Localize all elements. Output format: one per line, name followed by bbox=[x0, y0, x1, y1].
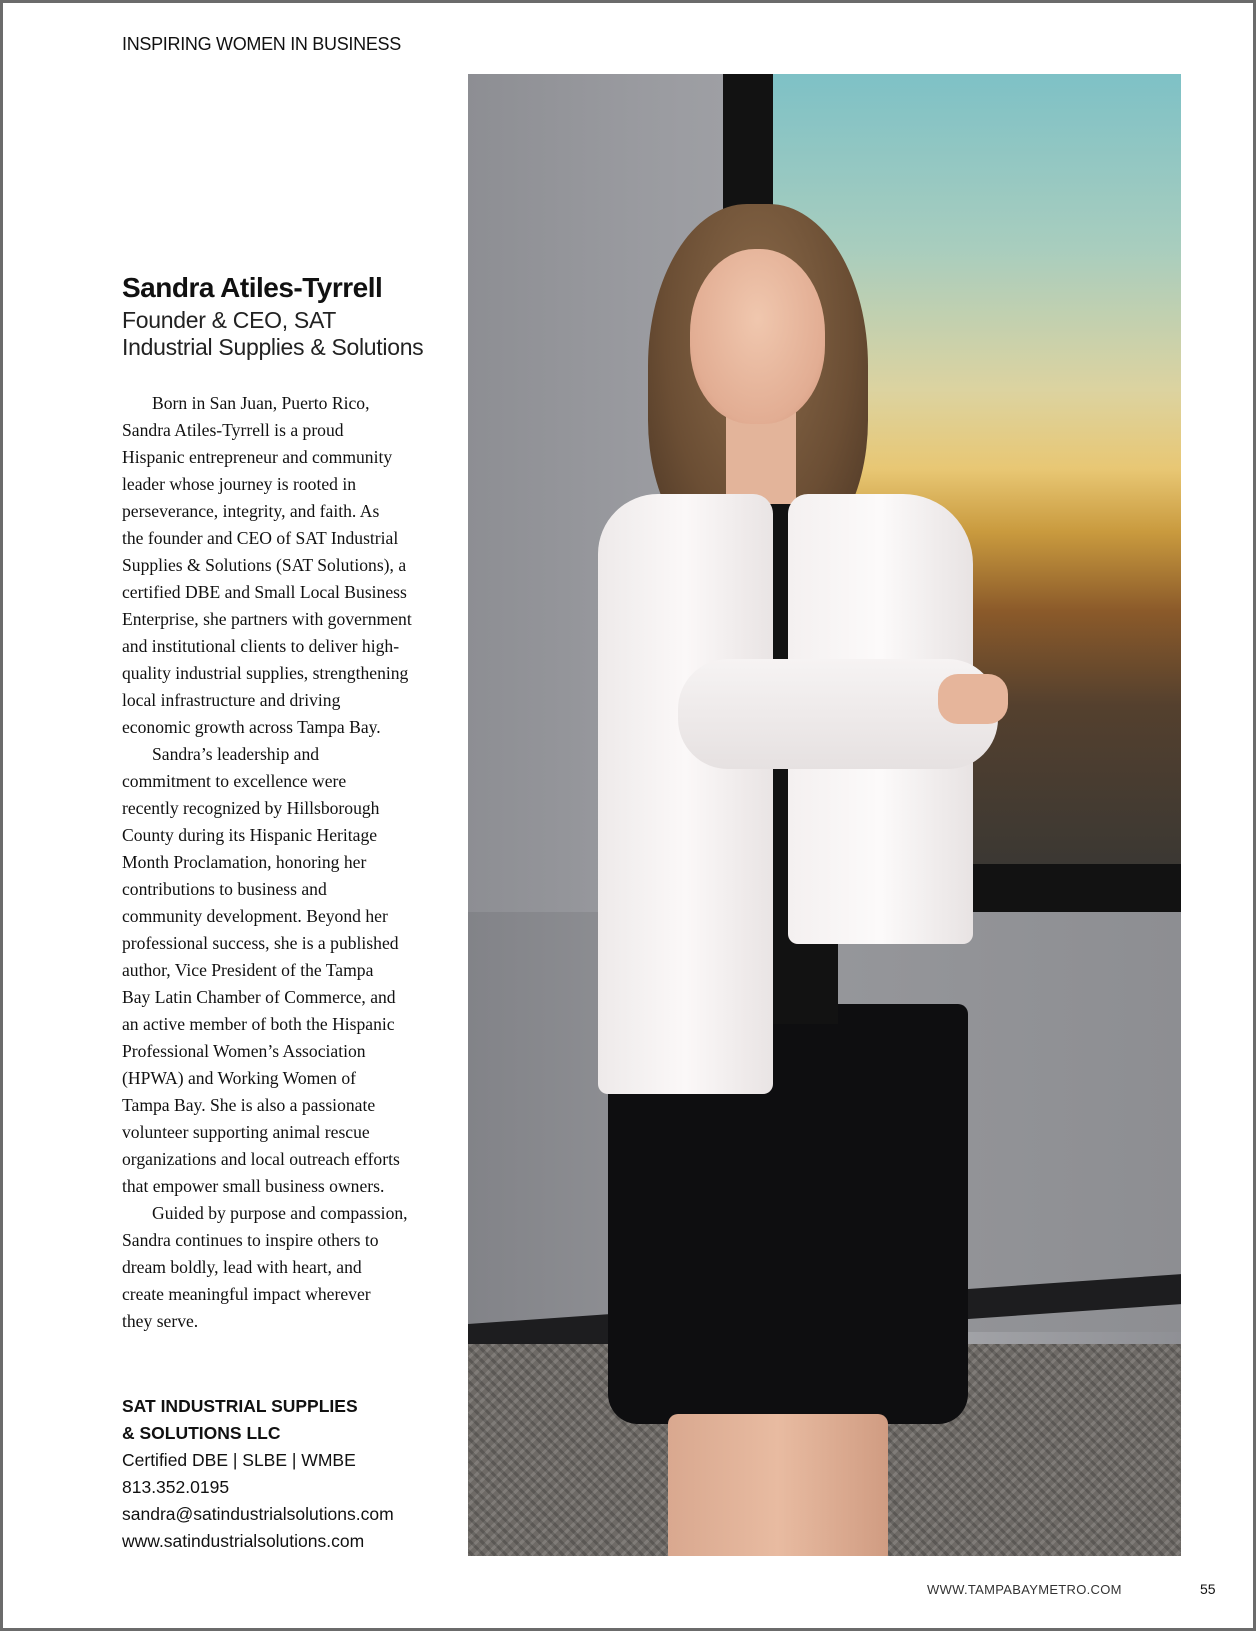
paragraph-3: Guided by purpose and compassion, Sandra continues to inspire others to dream boldly, lead with heart, and create meaningful impact wherever they serve. bbox=[122, 1203, 408, 1331]
website-url: www.satindustrialsolutions.com bbox=[122, 1531, 365, 1551]
profile-name: Sandra Atiles-Tyrrell bbox=[122, 272, 383, 303]
profile-title-line-1: Founder & CEO, SAT bbox=[122, 307, 337, 333]
company-name: SAT INDUSTRIAL SUPPLIES & SOLUTIONS LLC bbox=[122, 1396, 358, 1443]
contact-block bbox=[122, 1393, 394, 1555]
white-blazer-left bbox=[598, 494, 773, 1094]
legs bbox=[668, 1414, 888, 1556]
hand bbox=[938, 674, 1008, 724]
footer-url: WWW.TAMPABAYMETRO.COM bbox=[927, 1582, 1122, 1597]
person-figure bbox=[468, 74, 1181, 1556]
phone-number: 813.352.0195 bbox=[122, 1477, 230, 1497]
article-body bbox=[122, 390, 452, 1335]
certifications: Certified DBE | SLBE | WMBE bbox=[122, 1450, 356, 1470]
page-number: 55 bbox=[1200, 1581, 1216, 1597]
profile-title-line-2: Industrial Supplies & Solutions bbox=[122, 334, 424, 360]
section-header: INSPIRING WOMEN IN BUSINESS bbox=[122, 34, 401, 54]
paragraph-2: Sandra’s leadership and commitment to excellence were recently recognized by Hillsborough County during its Hispanic Heritage Month Proclamation, honoring her contributions to business and community development. Beyond her professional success, she is a published author, Vice President of the Tampa Bay Latin Chamber of Commerce, and an active member of both the Hispanic Professional Women’s Association (HPWA) and Working Women of Tampa Bay. She is also a passionate volunteer supporting animal rescue organizations and local outreach efforts that empower small business owners. bbox=[122, 744, 400, 1196]
email-address: sandra@satindustrialsolutions.com bbox=[122, 1504, 394, 1524]
paragraph-1: Born in San Juan, Puerto Rico, Sandra Atiles-Tyrrell is a proud Hispanic entrepreneur and community leader whose journey is rooted in perseverance, integrity, and faith. As the founder and CEO of SAT Industrial Supplies & Solutions (SAT Solutions), a certified DBE and Small Local Business Enterprise, she partners with government and institutional clients to deliver high- quality industrial supplies, strengthening local infrastructure and driving economic growth across Tampa Bay. bbox=[122, 393, 412, 737]
face bbox=[690, 249, 825, 424]
portrait-photo bbox=[468, 74, 1181, 1556]
